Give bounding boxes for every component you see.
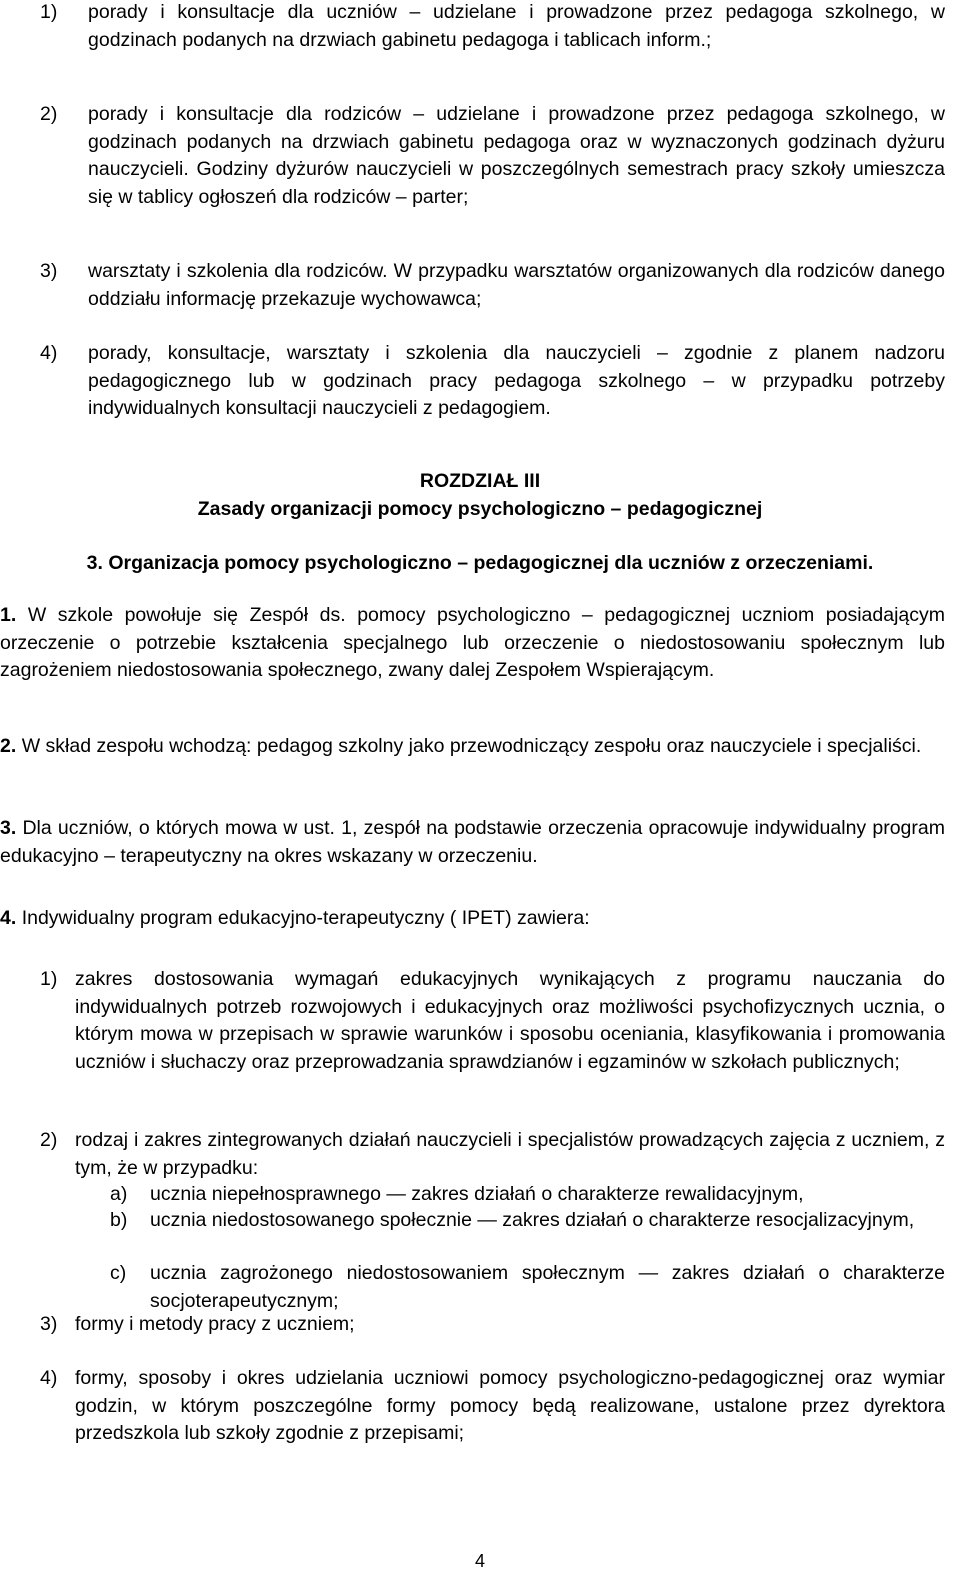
list-item-text: formy, sposoby i okres udzielania uczniowi pomocy psychologiczno-pedagogicznej oraz wymiar godzin, w którym poszczególne formy pomocy będą realizowane, ustalone przez dyrektora przedszkola lub szkoły zgodnie z przepisami;	[75, 1367, 945, 1444]
sub-list-item-text: ucznia niepełnosprawnego — zakres działań o charakterze rewalidacyjnym,	[150, 1183, 804, 1205]
point-number: 2.	[0, 735, 17, 757]
point-text	[0, 905, 945, 933]
list-item-number: 1)	[40, 1, 58, 23]
point-number: 3.	[0, 817, 17, 839]
list-item-number: 3)	[40, 260, 58, 282]
point-text	[0, 815, 945, 870]
list-item-text: porady, konsultacje, warsztaty i szkolenia dla nauczycieli – zgodnie z planem nadzoru pedagogicznego lub w godzinach pracy pedagoga szkolnego – w przypadku potrzeby indywidualnych konsultacji nauczycieli z pedagogiem.	[88, 342, 945, 419]
point-text	[0, 602, 945, 685]
sub-list-item-text: ucznia zagrożonego niedostosowaniem społecznym — zakres działań o charakterze socjoterapeutycznym;	[150, 1262, 945, 1312]
sub-list-item-letter: c)	[110, 1262, 127, 1284]
point-body: Indywidualny program edukacyjno-terapeutyczny ( IPET) zawiera:	[21, 907, 590, 929]
point-body: W szkole powołuje się Zespół ds. pomocy psychologiczno – pedagogicznej uczniom posiadającym orzeczenie o potrzebie kształcenia specjalnego lub orzeczenie o niedostosowaniu społecznym lub zagrożeniem niedostosowania społecznego, zwany dalej Zespołem Wspierającym.	[0, 604, 945, 681]
page-number: 4	[474, 1551, 485, 1571]
list-item-number: 2)	[40, 103, 58, 125]
list-item-text: porady i konsultacje dla rodziców – udzielane i prowadzone przez pedagoga szkolnego, w godzinach podanych na drzwiach gabinetu pedagoga oraz w wyznaczonych godzinach dyżuru nauczycieli. Godziny dyżurów nauczycieli w poszczególnych semestrach pracy szkoły umieszcza się w tablicy ogłoszeń dla rodziców – parter;	[88, 103, 945, 208]
list-item-text: warsztaty i szkolenia dla rodziców. W przypadku warsztatów organizowanych dla rodziców danego oddziału informację przekazuje wychowawca;	[88, 260, 945, 310]
point-number: 4.	[0, 907, 17, 929]
list-item-number: 1)	[40, 968, 58, 990]
point-text	[0, 733, 945, 761]
sub-list-item-text: ucznia niedostosowanego społecznie — zakres działań o charakterze resocjalizacyjnym,	[150, 1209, 915, 1231]
point-number: 1.	[0, 604, 17, 626]
list-item-number: 4)	[40, 342, 58, 364]
list-item-text: rodzaj i zakres zintegrowanych działań nauczycieli i specjalistów prowadzących zajęcia z uczniem, z tym, że w przypadku:	[75, 1129, 945, 1179]
section-heading: 3. Organizacja pomocy psychologiczno – pedagogicznej dla uczniów z orzeczeniami.	[86, 552, 874, 574]
list-item-text: porady i konsultacje dla uczniów – udzielane i prowadzone przez pedagoga szkolnego, w godzinach podanych na drzwiach gabinetu pedagoga i tablicach inform.;	[88, 1, 945, 51]
chapter-title: ROZDZIAŁ III	[419, 470, 541, 492]
list-item-text: formy i metody pracy z uczniem;	[75, 1313, 355, 1335]
list-item-number: 4)	[40, 1367, 58, 1389]
chapter-subtitle: Zasady organizacji pomocy psychologiczno – pedagogicznej	[197, 498, 763, 520]
sub-list-item-letter: a)	[110, 1183, 128, 1205]
list-item-text: zakres dostosowania wymagań edukacyjnych wynikających z programu nauczania do indywidualnych potrzeb rozwojowych i edukacyjnych oraz możliwości psychofizycznych ucznia, o którym mowa w przepisach w sprawie warunków i sposobu oceniania, klasyfikowania i promowania uczniów i słuchaczy oraz przeprowadzania sprawdzianów i egzaminów w szkołach publicznych;	[75, 968, 945, 1073]
list-item-number: 3)	[40, 1313, 58, 1335]
point-body: Dla uczniów, o których mowa w ust. 1, zespół na podstawie orzeczenia opracowuje indywidualny program edukacyjno – terapeutyczny na okres wskazany w orzeczeniu.	[0, 817, 945, 867]
sub-list-item-letter: b)	[110, 1209, 128, 1231]
list-item-number: 2)	[40, 1129, 58, 1151]
point-body: W skład zespołu wchodzą: pedagog szkolny jako przewodniczący zespołu oraz nauczyciele i specjaliści.	[21, 735, 922, 757]
